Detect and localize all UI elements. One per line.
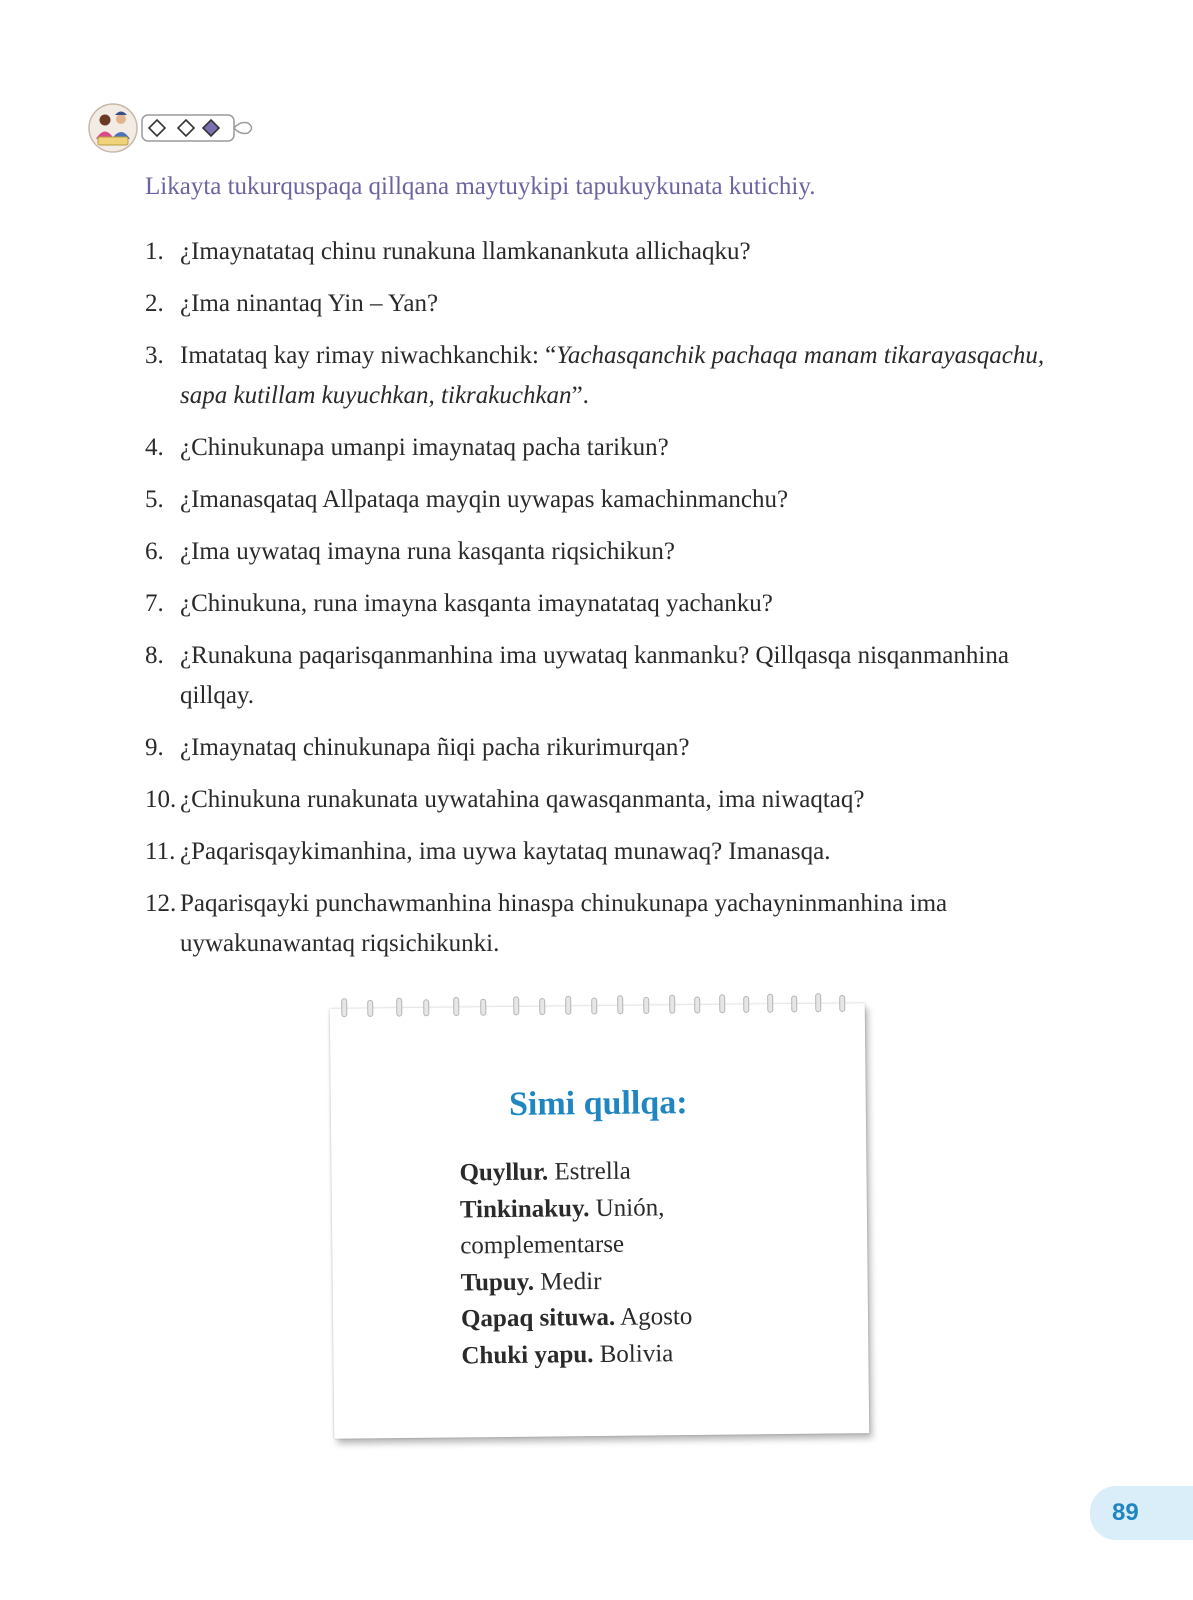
list-item — [145, 832, 1065, 872]
list-item — [145, 584, 1065, 624]
question-text: ¿Chinukuna runakunata uywatahina qawasqanmanta, ima niwaqtaq? — [180, 786, 865, 813]
question-text: ¿Chinukuna, runa imayna kasqanta imaynatataq yachanku? — [180, 590, 773, 617]
list-item — [145, 780, 1065, 820]
students-reading-icon — [88, 101, 260, 155]
item-number: 3. — [145, 342, 164, 369]
notebook-rings-icon — [330, 991, 865, 1021]
quote-text: Yachasqanchik pachaqa manam tikarayasqachu, sapa kutillam kuyuchkan, tikrakuchkan — [180, 342, 1045, 409]
item-number: 1. — [145, 238, 164, 265]
item-number: 10. — [145, 786, 177, 813]
question-suffix: ”. — [571, 382, 589, 409]
glossary-entry — [460, 1262, 780, 1302]
glossary-meaning: Estrella — [548, 1157, 631, 1186]
item-number: 4. — [145, 434, 164, 461]
glossary-term: Qapaq situwa. — [460, 1303, 616, 1333]
question-text: ¿Imaynatataq chinu runakuna llamkanankuta allichaqku? — [180, 238, 751, 265]
question-text: ¿Ima uywataq imayna runa kasqanta riqsichikun? — [180, 538, 675, 565]
list-item — [145, 428, 1065, 468]
glossary-entry — [461, 1298, 781, 1338]
question-text: ¿Ima ninantaq Yin – Yan? — [180, 290, 439, 317]
glossary-meaning: Medir — [533, 1267, 602, 1296]
item-number: 6. — [145, 538, 164, 565]
glossary-meaning: Agosto — [615, 1303, 693, 1331]
question-text — [180, 336, 1065, 416]
glossary-term: Tinkinakuy. — [459, 1194, 590, 1223]
glossary-term: Tupuy. — [460, 1268, 535, 1296]
item-number: 12. — [145, 890, 177, 917]
item-number: 11. — [145, 838, 176, 865]
list-item — [145, 728, 1065, 768]
question-text: ¿Paqarisqaykimanhina, ima uywa kaytataq munawaq? Imanasqa. — [180, 838, 831, 865]
list-item — [145, 232, 1065, 272]
page-number: 89 — [1090, 1486, 1193, 1540]
list-item — [145, 480, 1065, 520]
glossary-term: Chuki yapu. — [461, 1340, 594, 1369]
item-number: 7. — [145, 590, 164, 617]
question-text: ¿Chinukunapa umanpi imaynataq pacha tarikun? — [180, 434, 669, 461]
glossary-entry — [461, 1335, 781, 1375]
glossary-entry — [459, 1152, 779, 1192]
glossary-term: Quyllur. — [459, 1158, 549, 1187]
item-number: 5. — [145, 486, 164, 513]
item-number: 9. — [145, 734, 164, 761]
item-number: 8. — [145, 642, 164, 669]
glossary-meaning: Unión, complementarse — [460, 1193, 665, 1260]
glossary-note — [330, 1003, 869, 1439]
instruction-text: Likayta tukurquspaqa qillqana maytuykipi tapukuykunata kutichiy. — [145, 173, 816, 200]
question-list — [145, 232, 1065, 976]
question-prefix: Imatataq kay rimay niwachkanchik: “ — [180, 342, 557, 369]
list-item — [145, 884, 1065, 964]
question-text: ¿Imanasqataq Allpataqa mayqin uywapas kamachinmanchu? — [180, 486, 789, 513]
list-item — [145, 636, 1065, 716]
glossary-title: Simi qullqa: — [508, 1084, 688, 1123]
list-item — [145, 284, 1065, 324]
list-item — [145, 336, 1065, 416]
glossary-meaning: Bolivia — [593, 1339, 674, 1368]
difficulty-diamonds-icon — [142, 115, 252, 141]
glossary-entry — [460, 1189, 781, 1265]
question-text: Paqarisqayki punchawmanhina hinaspa chinukunapa yachayninmanhina ima uywakunawantaq riqsichikunki. — [180, 890, 948, 957]
glossary-list — [459, 1152, 781, 1374]
item-number: 2. — [145, 290, 164, 317]
question-text: ¿Imaynataq chinukunapa ñiqi pacha rikurimurqan? — [180, 734, 690, 761]
list-item — [145, 532, 1065, 572]
question-text: ¿Runakuna paqarisqanmanhina ima uywataq kanmanku? Qillqasqa nisqanmanhina qillqay. — [180, 642, 1009, 709]
